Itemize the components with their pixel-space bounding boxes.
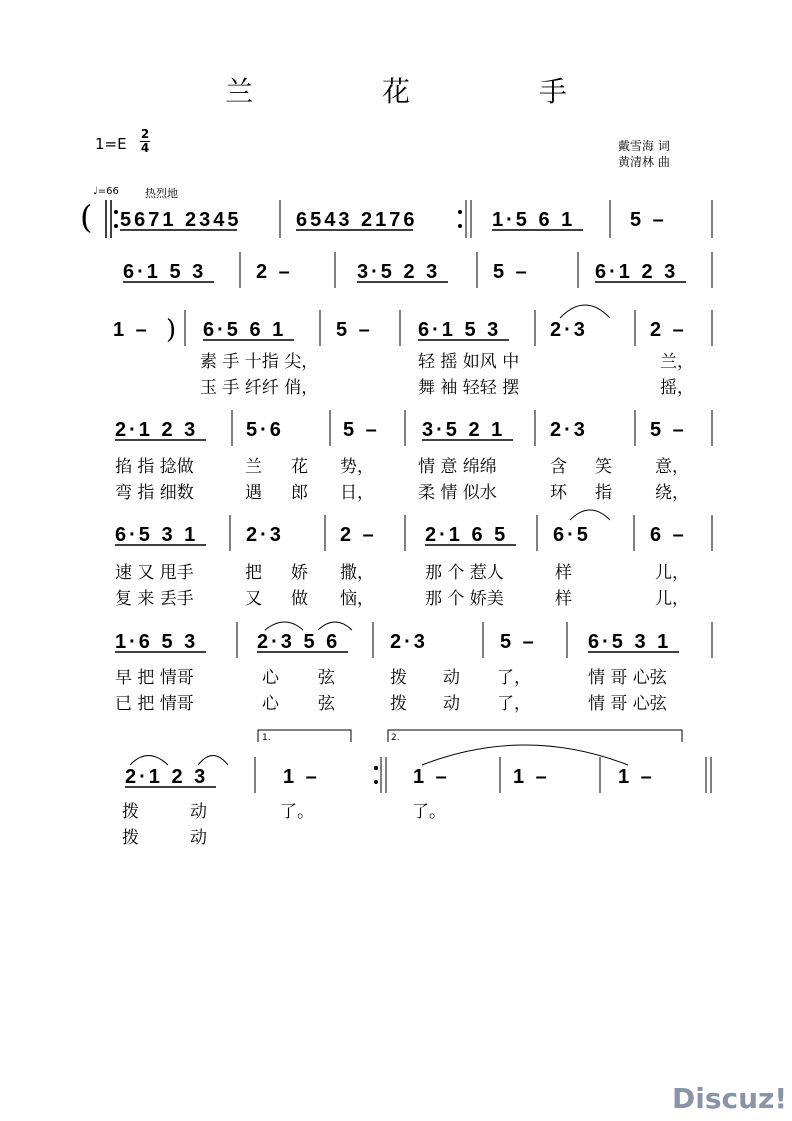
measure-6-2: 2·3 5 6 — [257, 631, 341, 653]
lyricist-credit: 戴雪海 词 — [618, 139, 670, 153]
lyric-l4v2-7: 指 — [595, 483, 612, 503]
measure-5-5: 6·5 — [553, 524, 591, 546]
measure-6-4: 5 – — [500, 631, 537, 653]
measure-1-1: 5671 2345 — [120, 209, 242, 231]
lyric-l6v2-5: 动 — [443, 694, 460, 714]
lyric-verse1-b: 轻 摇 如风 中 — [418, 352, 520, 372]
open-paren: ( — [80, 198, 93, 236]
measure-5-4: 2·1 6 5 — [425, 524, 509, 546]
lyric-l5v2-3: 做 — [291, 589, 308, 609]
lyric-l6v1-1: 早 把 情哥 — [115, 668, 194, 688]
measure-6-3: 2·3 — [390, 631, 428, 653]
measure-1-2: 6543 2176 — [296, 209, 418, 231]
lyric-verse2-a: 玉 手 纤纤 俏， — [200, 378, 319, 398]
time-signature-bottom: 4 — [140, 141, 150, 155]
measure-7-2: 1 – — [283, 766, 320, 788]
lyric-l5v2-4: 恼， — [340, 589, 374, 609]
lyric-l6v2-4: 拨 — [390, 694, 407, 714]
song-title: 兰 花 手 — [225, 75, 627, 108]
lyric-l4v1-7: 笑 — [595, 457, 612, 477]
volta-second-label: 2. — [391, 733, 400, 743]
time-signature-top: 2 — [140, 127, 150, 141]
measure-3-3: 5 – — [336, 319, 373, 341]
close-paren: ) — [166, 315, 177, 345]
lyric-l5v1-1: 速 又 甩手 — [115, 563, 194, 583]
lyric-l7v2-1: 拨 — [122, 828, 139, 848]
lyric-l5v1-2: 把 — [245, 563, 262, 583]
measure-3-2: 6·5 6 1 — [203, 319, 287, 341]
lyric-l7v1-2: 动 — [190, 802, 207, 822]
measure-4-6: 5 – — [650, 419, 687, 441]
lyric-verse2-b: 舞 袖 轻轻 摆 — [418, 378, 520, 398]
lyric-l7v1-4: 了。 — [412, 802, 446, 822]
measure-2-3: 3·5 2 3 — [357, 261, 441, 283]
lyric-l7v1-1: 拨 — [122, 802, 139, 822]
measure-6-5: 6·5 3 1 — [588, 631, 672, 653]
tempo-expression: 热烈地 — [145, 187, 178, 200]
measure-7-5: 1 – — [618, 766, 655, 788]
measure-1-3: 1·5 6 1 — [492, 209, 576, 231]
lyric-l4v2-5: 柔 情 似水 — [418, 483, 497, 503]
lyric-l5v1-7: 儿， — [655, 563, 689, 583]
measure-6-1: 1·6 5 3 — [115, 631, 199, 653]
measure-5-1: 6·5 3 1 — [115, 524, 199, 546]
lyric-verse1-c: 兰， — [660, 352, 694, 372]
lyric-l4v2-4: 日， — [340, 483, 374, 503]
measure-4-4: 3·5 2 1 — [422, 419, 506, 441]
lyric-l5v1-5: 那 个 惹人 — [425, 563, 504, 583]
volta-first-label: 1. — [262, 733, 271, 743]
lyric-verse2-c: 摇， — [660, 378, 694, 398]
lyric-l4v1-6: 含 — [550, 457, 567, 477]
composer-credit: 黄清林 曲 — [618, 155, 670, 169]
lyric-verse1-a: 素 手 十指 尖， — [200, 352, 319, 372]
measure-3-4: 6·1 5 3 — [418, 319, 502, 341]
measure-7-1: 2·1 2 3 — [125, 766, 209, 788]
measure-5-2: 2·3 — [246, 524, 284, 546]
measure-4-2: 5·6 — [246, 419, 284, 441]
measure-1-4: 5 – — [630, 209, 667, 231]
discuz-watermark: Discuz! — [672, 1082, 788, 1115]
lyric-l4v2-3: 郎 — [291, 483, 308, 503]
measure-4-3: 5 – — [343, 419, 380, 441]
lyric-l4v1-5: 情 意 绵绵 — [418, 457, 497, 477]
measure-5-3: 2 – — [340, 524, 377, 546]
lyric-l6v2-6: 了， — [497, 694, 531, 714]
lyric-l5v2-7: 儿， — [655, 589, 689, 609]
lyric-l6v1-2: 心 — [262, 668, 279, 688]
lyric-l5v2-1: 复 来 丢手 — [115, 589, 194, 609]
lyric-l6v1-5: 动 — [443, 668, 460, 688]
lyric-l7v1-3: 了。 — [280, 802, 314, 822]
measure-2-5: 6·1 2 3 — [595, 261, 679, 283]
lyric-l6v1-6: 了， — [497, 668, 531, 688]
measure-3-1: 1 – — [113, 319, 150, 341]
lyric-l6v1-3: 弦 — [318, 668, 335, 688]
lyric-l5v1-3: 娇 — [291, 563, 308, 583]
lyric-l5v1-4: 撒， — [340, 563, 374, 583]
lyric-l5v2-5: 那 个 娇美 — [425, 589, 504, 609]
lyric-l4v1-2: 兰 — [245, 457, 262, 477]
lyric-l4v1-3: 花 — [291, 457, 308, 477]
lyric-l4v2-1: 弯 指 细数 — [115, 483, 194, 503]
measure-4-5: 2·3 — [550, 419, 588, 441]
measure-7-3: 1 – — [413, 766, 450, 788]
measure-2-2: 2 – — [256, 261, 293, 283]
lyric-l4v1-8: 意， — [655, 457, 689, 477]
lyric-l6v2-2: 心 — [262, 694, 279, 714]
key-signature: 1=E — [95, 135, 127, 153]
measure-4-1: 2·1 2 3 — [115, 419, 199, 441]
lyric-l4v1-4: 势， — [340, 457, 374, 477]
measure-5-6: 6 – — [650, 524, 687, 546]
measure-2-1: 6·1 5 3 — [123, 261, 207, 283]
measure-7-4: 1 – — [513, 766, 550, 788]
lyric-l5v1-6: 样 — [555, 563, 572, 583]
measure-3-5: 2·3 — [550, 319, 588, 341]
lyric-l4v2-8: 绕， — [655, 483, 689, 503]
lyric-l6v2-3: 弦 — [318, 694, 335, 714]
lyric-l6v2-1: 已 把 情哥 — [115, 694, 194, 714]
lyric-l4v2-2: 遇 — [245, 483, 262, 503]
lyric-l7v2-2: 动 — [190, 828, 207, 848]
lyric-l5v2-6: 样 — [555, 589, 572, 609]
measure-3-6: 2 – — [650, 319, 687, 341]
lyric-l6v1-4: 拨 — [390, 668, 407, 688]
measure-2-4: 5 – — [493, 261, 530, 283]
tempo-mark: ♩=66 — [93, 186, 119, 197]
lyric-l4v1-1: 掐 指 捻做 — [115, 457, 194, 477]
lyric-l6v2-7: 情 哥 心弦 — [588, 694, 667, 714]
lyric-l6v1-7: 情 哥 心弦 — [588, 668, 667, 688]
lyric-l5v2-2: 又 — [245, 589, 262, 609]
lyric-l4v2-6: 环 — [550, 483, 567, 503]
